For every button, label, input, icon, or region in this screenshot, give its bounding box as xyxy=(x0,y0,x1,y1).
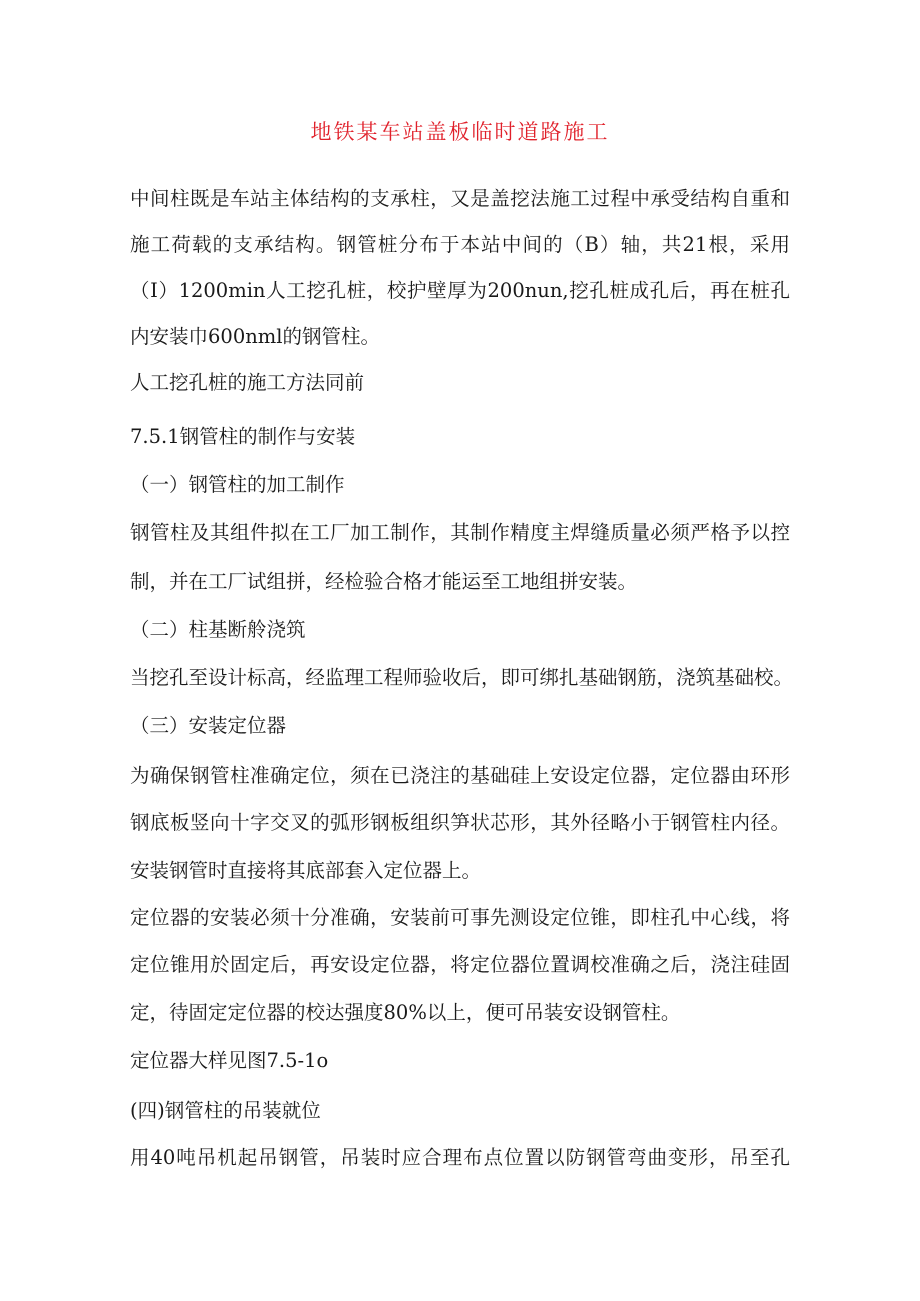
subsection-heading: （一）钢管柱的加工制作 xyxy=(130,473,345,496)
paragraph-line: 钢管柱及其组件拟在工厂加工制作，其制作精度主焊缝质量必须严格予以控 xyxy=(130,521,790,544)
paragraph-line: 制，并在工厂试组拼，经检验合格才能运至工地组拼安装。 xyxy=(130,570,638,593)
paragraph-line: 定位器的安装必须十分准确，安装前可事先测设定位锥，即柱孔中心线，将 xyxy=(130,906,790,929)
figure-reference: 定位器大样见图7.5-1o xyxy=(130,1049,329,1072)
paragraph-line: 内安装巾600nml的钢管柱。 xyxy=(130,325,381,348)
paragraph-line: 定位锥用於固定后，再安设定位器，将定位器位置调校准确之后，浇注硅固 xyxy=(130,953,790,976)
paragraph-line: 当挖孔至设计标高，经监理工程师验收后，即可绑扎基础钢筋，浇筑基础校。 xyxy=(130,666,794,689)
paragraph-line: 施工荷载的支承结构。钢管桩分布于本站中间的（B）轴，共21根，采用 xyxy=(130,233,790,256)
section-heading: 7.5.1钢管柱的制作与安装 xyxy=(130,425,356,448)
paragraph-line: 中间柱既是车站主体结构的支承柱，又是盖挖法施工过程中承受结构自重和 xyxy=(130,187,790,210)
paragraph-line: 人工挖孔桩的施工方法同前 xyxy=(130,371,365,394)
paragraph-line: 用40吨吊机起吊钢管，吊装时应合理布点位置以防钢管弯曲变形，吊至孔 xyxy=(130,1146,790,1169)
paragraph-line: 安装钢管时直接将其底部套入定位器上。 xyxy=(130,859,482,882)
paragraph-line: （I）1200min人工挖孔桩，校护壁厚为200nun,挖孔桩成孔后，再在桩孔 xyxy=(130,279,790,302)
paragraph-line: 钢底板竖向十字交叉的弧形钢板组织笋状芯形，其外径略小于钢管柱内径。 xyxy=(130,811,790,834)
subsection-heading: （三）安装定位器 xyxy=(130,714,287,737)
subsection-heading: （二）柱基断舲浇筑 xyxy=(130,618,306,641)
subsection-heading: (四)钢管柱的吊装就位 xyxy=(130,1099,321,1122)
document-title: 地铁某车站盖板临时道路施工 xyxy=(310,120,610,144)
paragraph-line: 定，待固定定位器的校达强度80%以上，便可吊装安设钢管柱。 xyxy=(130,1001,681,1024)
paragraph-line: 为确保钢管柱准确定位，须在已浇注的基础硅上安设定位器，定位器由环形 xyxy=(130,764,790,787)
